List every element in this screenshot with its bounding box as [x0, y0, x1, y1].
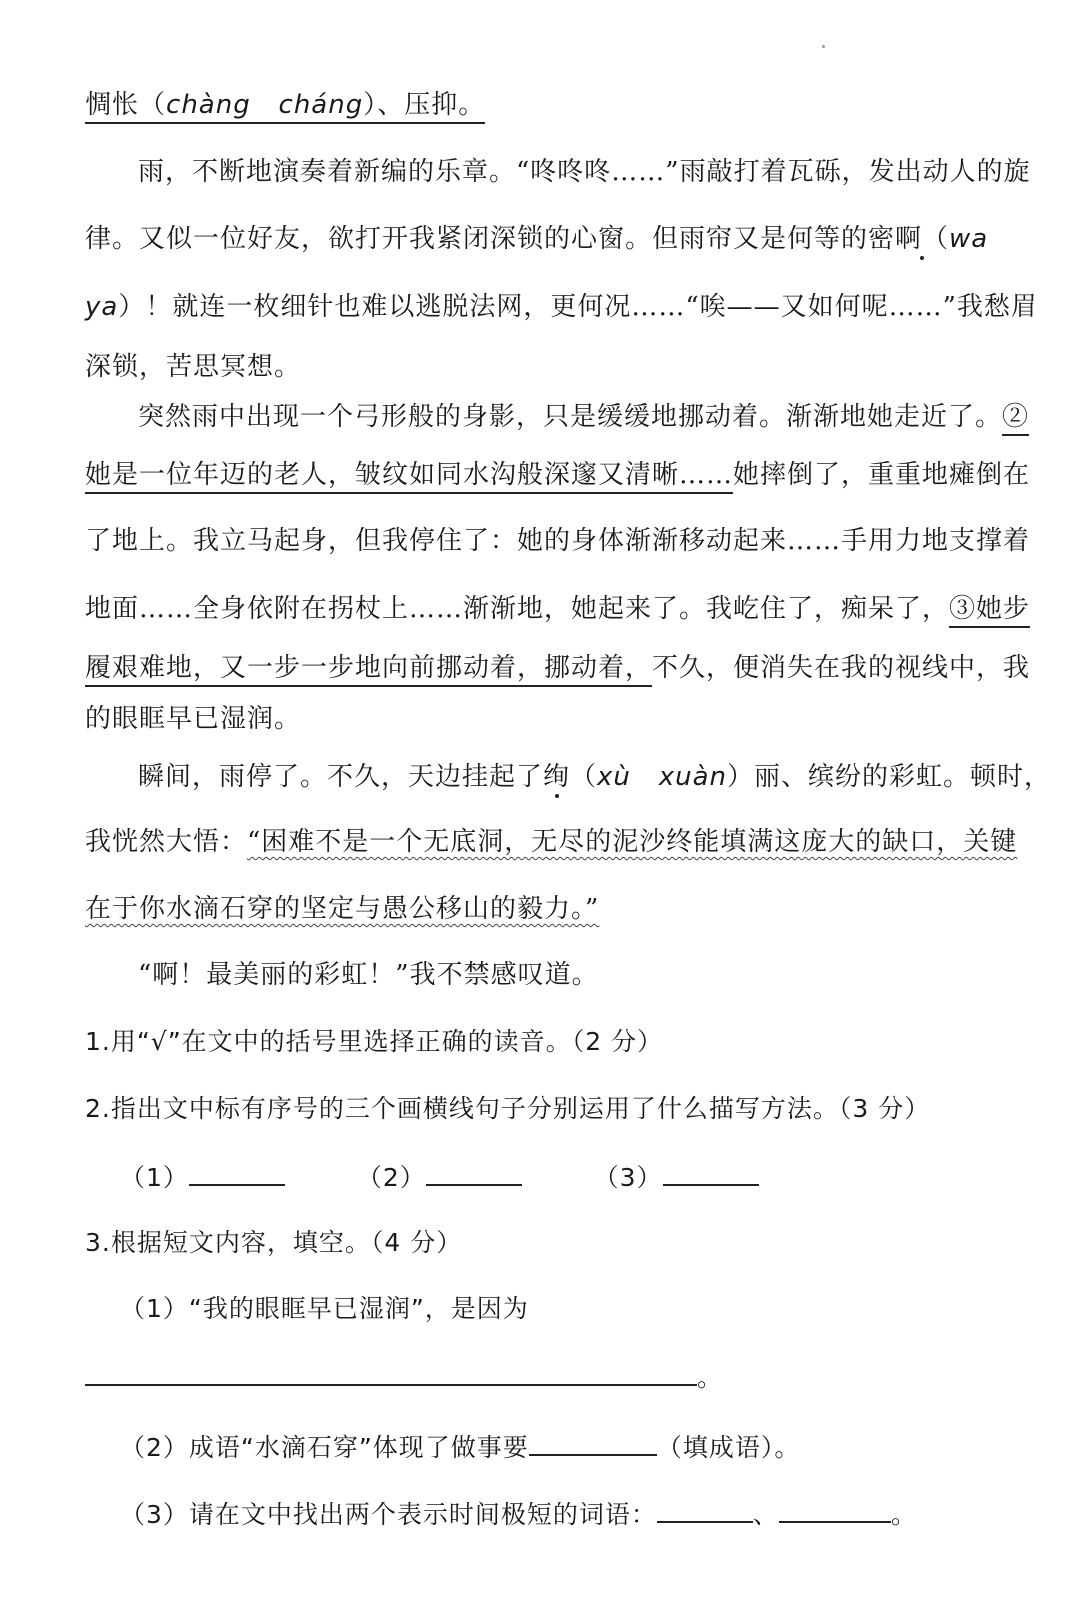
pinyin-option-2: xuàn [658, 762, 727, 792]
wavy-underlined-quote-end: 在于你水滴石穿的坚定与愚公移山的毅力。” [85, 894, 600, 924]
dotted-char: 绚 [543, 762, 571, 792]
text: 地面……全身依附在拐杖上……渐渐地，她起来了。我屹住了，痴呆了， [85, 594, 950, 624]
text: 律。又似一位好友，欲打开我紧闭深锁的心窗。但雨帘又是何等的密 [85, 224, 896, 254]
answer-blank-3-3a[interactable] [657, 1495, 753, 1523]
text: （3）请在文中找出两个表示时间极短的词语： [120, 1500, 657, 1529]
period: 。 [890, 1500, 917, 1529]
paragraph-4-line-1: “啊！最美丽的彩虹！”我不禁感叹道。 [138, 960, 599, 990]
answer-label-3: （3） [593, 1163, 663, 1192]
dotted-char: 啊（ [895, 224, 950, 254]
text: 不久，便消失在我的视线中，我 [652, 653, 1031, 683]
pinyin-option-2: ya [85, 292, 119, 322]
paren: （ [139, 90, 167, 120]
answer-blank-3[interactable] [663, 1158, 759, 1186]
pinyin-option-2: cháng [278, 90, 364, 120]
paragraph-2-line-4 [85, 592, 1031, 626]
question-3: 3.根据短文内容，填空。（4 分） [85, 1228, 463, 1257]
question-3-1-answer [85, 1358, 990, 1395]
paragraph-2-line-2 [85, 458, 1031, 492]
paragraph-2-line-3: 了地上。我立马起身，但我停住了：她的身体渐渐移动起来……手用力地支撑着 [85, 526, 1031, 556]
pinyin-option-1: wa [949, 224, 989, 254]
text: 瞬间，雨停了。不久，天边挂起了 [138, 762, 544, 792]
text: ）丽、缤纷的彩虹。顿时， [727, 762, 1052, 792]
sentence-marker-2: ② [1002, 402, 1029, 436]
text: 我恍然大悟： [85, 827, 248, 857]
paragraph-2-line-1 [138, 400, 1030, 434]
paren: ） [363, 90, 378, 120]
question-3-2 [120, 1428, 1025, 1465]
answer-blank-3-3b[interactable] [779, 1495, 891, 1523]
question-3-1: （1）“我的眼眶早已湿润”，是因为 [120, 1294, 529, 1323]
paragraph-1-line-4: 深锁，苦思冥想。 [85, 352, 302, 382]
underlined-sentence-2: 她是一位年迈的老人，皱纹如同水沟般深邃又清晰…… [85, 460, 733, 494]
wavy-underlined-quote: “困难不是一个无底洞，无尽的泥沙终能填满这庞大的缺口，关键 [247, 827, 1018, 857]
paragraph-3-line-1 [138, 760, 1052, 794]
pinyin-option-1: xù [597, 762, 631, 792]
pronunciation-line-1 [85, 88, 990, 122]
paragraph-1-line-3 [85, 290, 1038, 324]
underlined-sentence-3: 履艰难地，又一步一步地向前挪动着，挪动着， [85, 653, 652, 687]
paragraph-3-line-2 [85, 825, 1018, 859]
underlined-phrase [85, 90, 485, 124]
question-3-3 [120, 1495, 1025, 1532]
answer-blank-2[interactable] [426, 1158, 522, 1186]
paragraph-3-line-3 [85, 892, 990, 926]
paragraph-2-line-6: 的眼眶早已湿润。 [85, 704, 302, 734]
text-tail: 、压抑。 [377, 90, 486, 120]
separator: 、 [752, 1500, 779, 1529]
text: （填成语）。 [656, 1433, 801, 1462]
answer-blank-3-2[interactable] [529, 1428, 657, 1456]
pinyin-option-1: chàng [166, 90, 251, 120]
question-1: 1.用“√”在文中的括号里选择正确的读音。（2 分） [85, 1027, 664, 1056]
text: 突然雨中出现一个弓形般的身影，只是缓缓地挪动着。渐渐地她走近了。 [138, 402, 1003, 432]
text: ）！就连一枚细针也难以逃脱法网，更何况……“唉——又如何呢……”我愁眉 [118, 292, 1038, 322]
paragraph-2-line-5 [85, 651, 1031, 685]
paren: （ [570, 762, 598, 792]
underlined-sentence-3-start: ③她步 [949, 594, 1030, 628]
period: 。 [697, 1363, 724, 1392]
question-2-answers [120, 1158, 920, 1195]
speck [822, 45, 825, 48]
answer-blank-3-1[interactable] [85, 1358, 697, 1386]
text: 她摔倒了，重重地瘫倒在 [733, 460, 1031, 490]
paragraph-1-line-1: 雨，不断地演奏着新编的乐章。“咚咚咚……”雨敲打着瓦砾，发出动人的旋 [138, 157, 1031, 187]
answer-blank-1[interactable] [189, 1158, 285, 1186]
word-chang: 惆怅 [85, 90, 140, 120]
paragraph-1-line-2 [85, 222, 990, 256]
text: （2）成语“水滴石穿”体现了做事要 [120, 1433, 529, 1462]
answer-label-2: （2） [356, 1163, 426, 1192]
answer-label-1: （1） [120, 1163, 189, 1192]
question-2: 2.指出文中标有序号的三个画横线句子分别运用了什么描写方法。（3 分） [85, 1094, 931, 1123]
